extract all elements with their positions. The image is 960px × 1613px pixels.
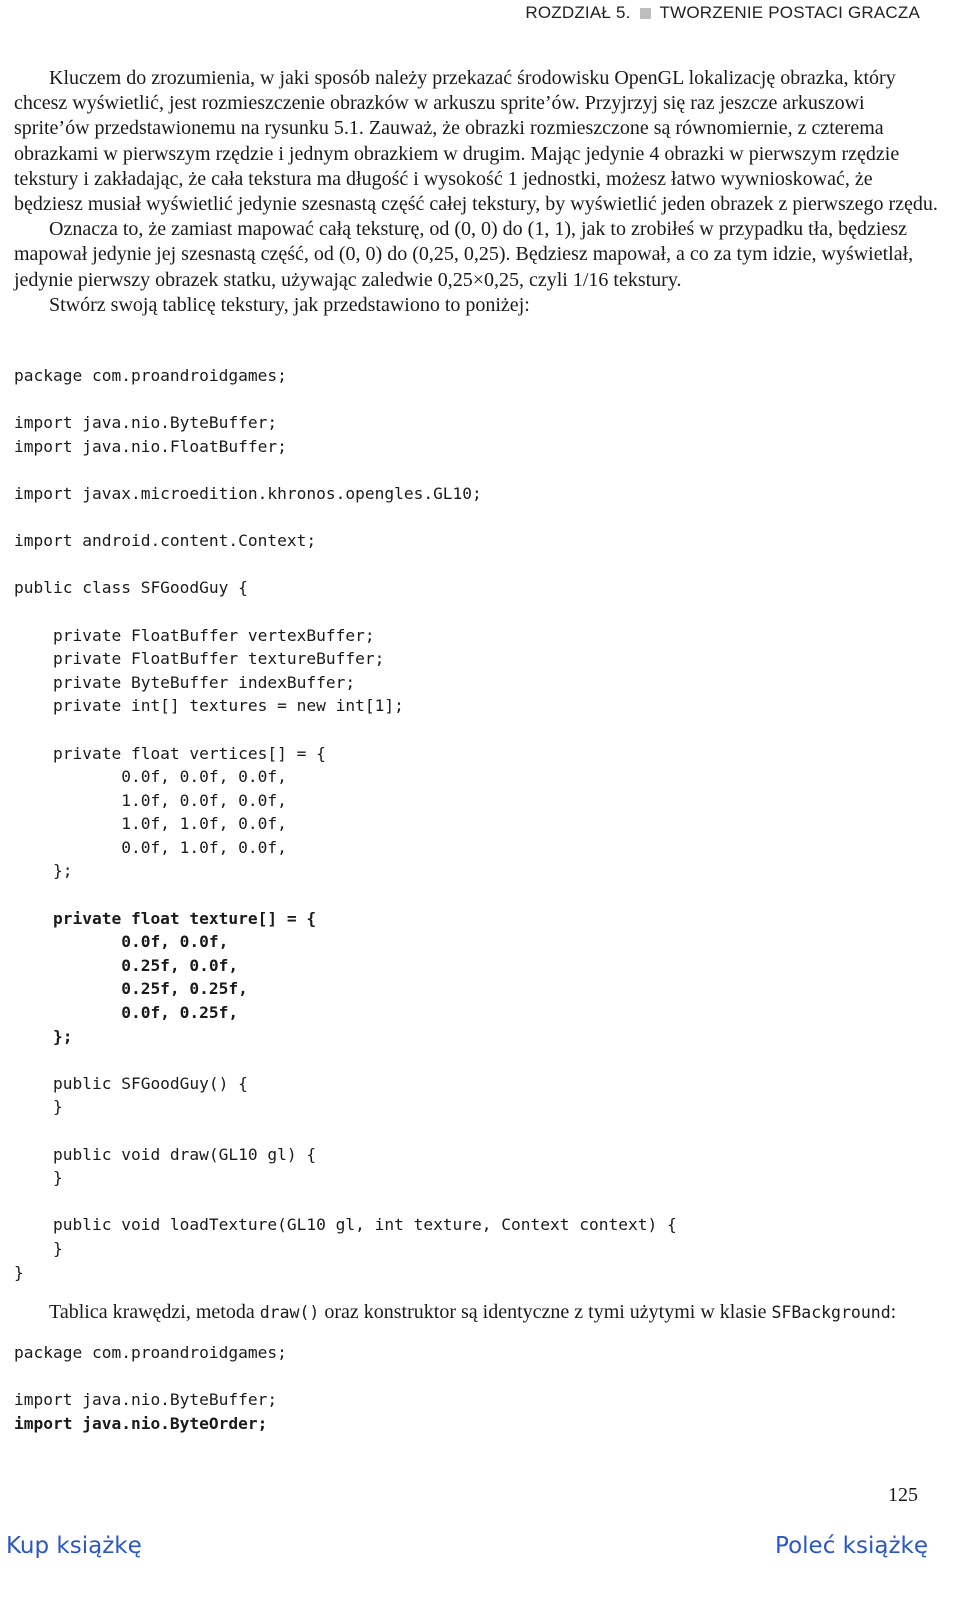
square-separator-icon xyxy=(640,8,651,19)
code-line: private int[] textures = new int[1]; xyxy=(14,696,404,716)
code-line: public void loadTexture(GL10 gl, int texture, Context context) { xyxy=(14,1215,677,1235)
text-run: Tablica krawędzi, metoda xyxy=(49,1301,260,1323)
code-line: package com.proandroidgames; xyxy=(14,1343,287,1362)
code-line: package com.proandroidgames; xyxy=(14,366,287,385)
code-line: public class SFGoodGuy { xyxy=(14,578,248,598)
code-line xyxy=(14,458,940,482)
code-line: 0.0f, 0.0f, 0.0f, xyxy=(14,767,287,787)
code-line: public void draw(GL10 gl) { xyxy=(14,1144,317,1164)
text-run: oraz konstruktor są identyczne z tymi użytymi w klasie xyxy=(319,1301,772,1323)
chapter-title: TWORZENIE POSTACI GRACZA xyxy=(659,3,920,22)
chapter-label: ROZDZIAŁ 5. xyxy=(525,3,631,22)
code-line-highlighted: 0.25f, 0.25f, xyxy=(14,979,248,999)
code-line: private float vertices[] = { xyxy=(14,743,326,763)
code-line: private FloatBuffer textureBuffer; xyxy=(14,649,385,669)
page-number: 125 xyxy=(888,1484,918,1506)
code-listing-imports xyxy=(14,1341,940,1435)
code-line: 1.0f, 0.0f, 0.0f, xyxy=(14,790,287,810)
running-header xyxy=(525,0,920,26)
code-line xyxy=(14,506,940,530)
code-line: import java.nio.ByteBuffer; xyxy=(14,413,278,433)
code-line xyxy=(14,600,940,624)
code-line: import java.nio.FloatBuffer; xyxy=(14,436,287,456)
code-line: } xyxy=(14,1168,63,1188)
code-line xyxy=(14,883,940,907)
paragraph: Stwórz swoją tablicę tekstury, jak przedstawiono to poniżej: xyxy=(49,293,530,316)
inline-code: draw() xyxy=(259,1303,320,1322)
recommend-book-link[interactable]: Poleć książkę xyxy=(775,1533,928,1559)
code-line: import android.content.Context; xyxy=(14,531,317,551)
code-line xyxy=(14,1365,940,1389)
code-line-highlighted: import java.nio.ByteOrder; xyxy=(14,1413,268,1433)
code-line: import javax.microedition.khronos.opengles.GL10; xyxy=(14,483,482,503)
code-line xyxy=(14,1190,940,1214)
code-line xyxy=(14,718,940,742)
code-line: }; xyxy=(14,861,73,881)
body-text-middle xyxy=(14,1300,940,1325)
code-line-highlighted: 0.25f, 0.0f, xyxy=(14,955,239,975)
buy-book-link[interactable]: Kup książkę xyxy=(6,1533,142,1559)
code-line xyxy=(14,388,940,412)
code-line: private ByteBuffer indexBuffer; xyxy=(14,672,356,692)
code-line xyxy=(14,553,940,577)
code-line: } xyxy=(14,1238,63,1258)
code-line: } xyxy=(14,1262,24,1282)
code-listing-sfgoodguy xyxy=(14,364,940,1284)
paragraph: Oznacza to, że zamiast mapować całą teksturę, od (0, 0) do (1, 1), jak to zrobiłeś w przypadku tła, będziesz mapował jedynie jej szesnastą część, od (0, 0) do (0,25, 0,25). Będziesz mapował, a co za tym idzie, wyświetlał, jedynie pierwszy obrazek statku, używając zaledwie 0,25×0,25, czyli 1/16 tekstury. xyxy=(14,218,914,291)
code-line: } xyxy=(14,1097,63,1117)
code-line-highlighted: private float texture[] = { xyxy=(14,908,317,928)
text-run: : xyxy=(890,1301,897,1323)
code-line: public SFGoodGuy() { xyxy=(14,1073,248,1093)
body-text xyxy=(14,66,940,318)
code-line xyxy=(14,1048,940,1072)
paragraph xyxy=(14,1300,940,1325)
paragraph: Kluczem do zrozumienia, w jaki sposób należy przekazać środowisku OpenGL lokalizację obrazka, który chcesz wyświetlić, jest rozmieszczenie obrazków w arkuszu sprite’ów. Przyjrzyj się raz jeszcze arkuszowi sprite’ów przedstawionemu na rysunku 5.1. Zauważ, że obrazki rozmieszczone są równomiernie, z czterema obrazkami w pierwszym rzędzie i jednym obrazkiem w drugim. Mając jedynie 4 obrazki w pierwszym rzędzie tekstury i zakładając, że cała tekstura ma długość i wysokość 1 jednostki, możesz łatwo wywnioskować, że będziesz musiał wyświetlić jedynie szesnastą część całej tekstury, by wyświetlić jeden obrazek z pierwszego rzędu. xyxy=(14,67,938,216)
code-line: 0.0f, 1.0f, 0.0f, xyxy=(14,837,287,857)
code-line: private FloatBuffer vertexBuffer; xyxy=(14,625,375,645)
inline-code: SFBackground xyxy=(771,1303,891,1322)
code-line-highlighted: 0.0f, 0.25f, xyxy=(14,1003,239,1023)
code-line-highlighted: 0.0f, 0.0f, xyxy=(14,932,229,952)
code-line xyxy=(14,1119,940,1143)
code-line: 1.0f, 1.0f, 0.0f, xyxy=(14,814,287,834)
code-line-highlighted: }; xyxy=(14,1026,73,1046)
code-line: import java.nio.ByteBuffer; xyxy=(14,1390,278,1410)
